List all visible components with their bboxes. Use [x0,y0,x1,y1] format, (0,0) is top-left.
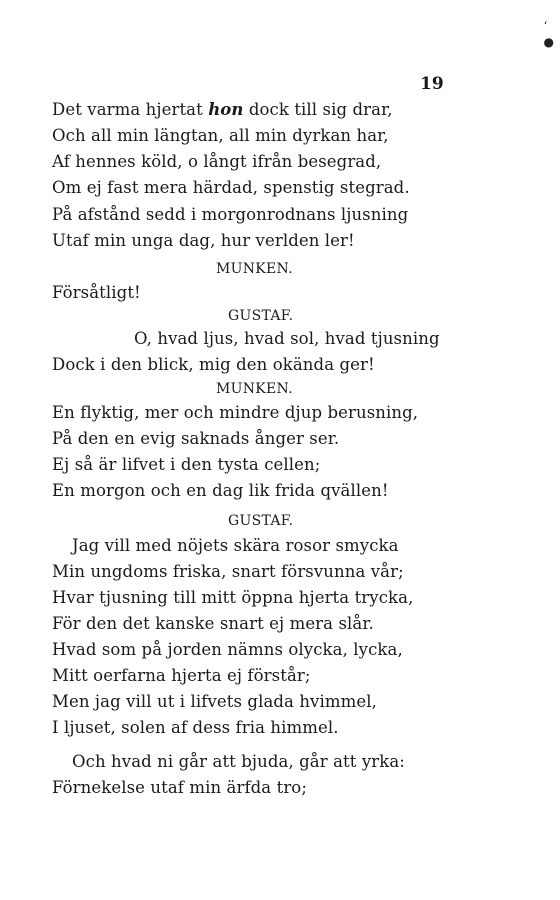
verse-line: Det varma hjertat hon dock till sig drar, [52,100,393,119]
emphasis-word: hon [208,100,244,119]
verse-line: För den det kanske snart ej mera slår. [52,614,374,633]
verse-line: Min ungdoms friska, snart försvunna vår; [52,562,404,581]
verse-line: Hvad som på jorden nämns olycka, lycka, [52,640,403,659]
verse-line: Om ej fast mera härdad, spenstig stegrad. [52,178,410,197]
verse-line: I ljuset, solen af dess fria himmel. [52,718,339,737]
verse-line: Dock i den blick, mig den okända ger! [52,355,375,374]
speaker-name: GUSTAF. [228,513,294,529]
speaker-name: GUSTAF. [228,308,294,324]
verse-line: Utaf min unga dag, hur verlden ler! [52,231,355,250]
verse-line: Men jag vill ut i lifvets glada hvimmel, [52,692,377,711]
verse-line: På afstånd sedd i morgonrodnans ljusning [52,205,409,224]
verse-line: Och hvad ni går att bjuda, går att yrka: [72,752,405,771]
verse-line: Förnekelse utaf min ärfda tro; [52,778,308,797]
verse-line: Af hennes köld, o långt ifrån besegrad, [52,152,382,171]
verse-line: Mitt oerfarna hjerta ej förstår; [52,666,311,685]
speaker-name: MUNKEN. [216,381,293,397]
page-number: 19 [420,74,444,94]
verse-line: En morgon och en dag lik frida qvällen! [52,481,389,500]
scan-mark: ‘ ● [543,19,554,49]
speaker-name: MUNKEN. [216,261,293,277]
verse-line: Och all min längtan, all min dyrkan har, [52,126,389,145]
verse-line: Ej så är lifvet i den tysta cellen; [52,455,321,474]
verse-line: På den en evig saknads ånger ser. [52,429,340,448]
verse-line: Jag vill med nöjets skära rosor smycka [72,536,399,555]
verse-line: O, hvad ljus, hvad sol, hvad tjusning [134,329,440,348]
verse-line: Försåtligt! [52,283,141,302]
verse-line: Hvar tjusning till mitt öppna hjerta trycka, [52,588,414,607]
verse-line: En flyktig, mer och mindre djup berusning, [52,403,419,422]
